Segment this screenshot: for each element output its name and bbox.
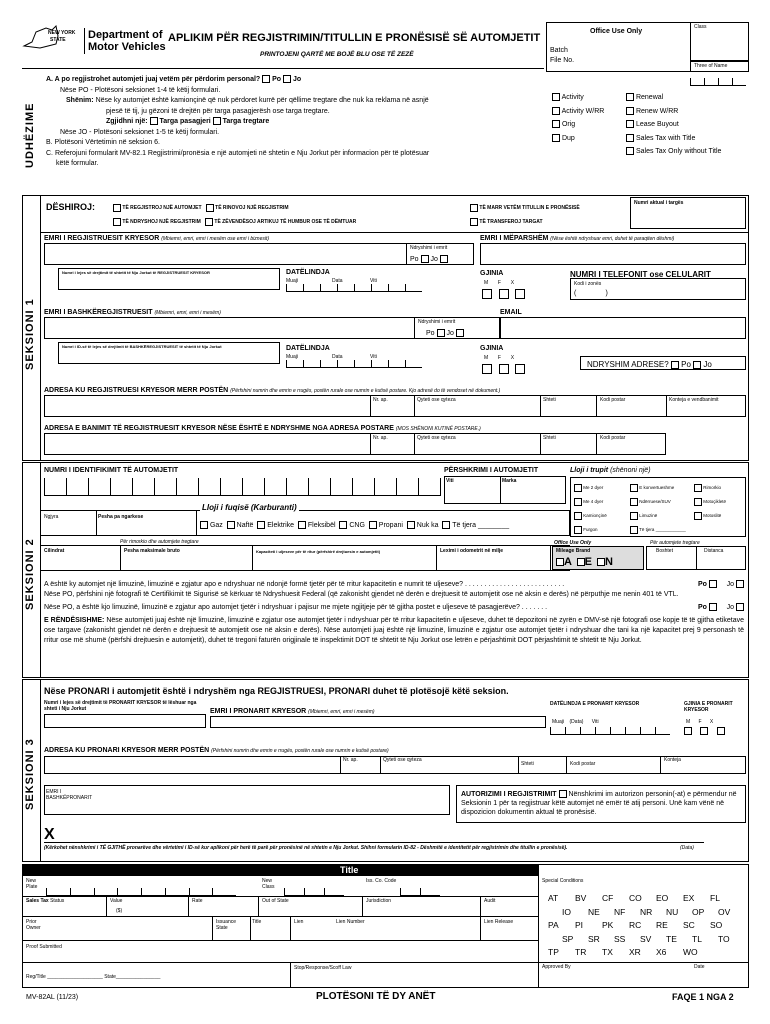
special-code: SP [562, 933, 574, 944]
adresa-post-field[interactable] [44, 395, 746, 417]
mileage-brand-label: Mileage Brand [556, 548, 591, 554]
fuel-propani-checkbox[interactable] [369, 521, 377, 529]
fuel-gaz-checkbox[interactable] [200, 521, 208, 529]
batch-label: Batch [550, 47, 568, 54]
sales-tax-title-checkbox[interactable] [626, 134, 634, 142]
special-code: PA [548, 920, 559, 930]
special-conditions-label: Special Conditions [542, 878, 584, 884]
pesha-bruto-label: Pesha maksimale bruto [124, 548, 180, 554]
special-code: IO [562, 906, 571, 917]
approved-by-label: Approved By [542, 964, 571, 970]
special-code: CF [602, 893, 614, 903]
body-4-dyer-checkbox[interactable] [574, 498, 582, 506]
s3-nr-leje-label: Numri i lejes së drejtimit të PRONARIT KRYESOR të lëshuar nga shteti i Nju Jorkut [44, 700, 197, 712]
s3-datelindja-input[interactable] [550, 727, 670, 735]
dup-checkbox[interactable] [552, 134, 560, 142]
personal-use-po-checkbox[interactable] [262, 75, 270, 83]
kodi-zones-label: Kodi i zonës [574, 281, 602, 287]
special-code: EO [656, 893, 669, 903]
pesha-ngarkese-label: Pesha pa ngarkese [98, 514, 144, 520]
s3-datelindja-label: DATËLINDJA E PRONARIT KRYESOR [550, 701, 640, 707]
dept-line2: Motor Vehicles [88, 41, 166, 53]
special-code: NF [614, 906, 626, 917]
emri-mep-field[interactable] [480, 243, 746, 265]
renewal-checkbox[interactable] [626, 93, 634, 101]
deshiroj-options-right: TË MARR VETËM TITULLIN E PRONËSISË TË TRANSFEROJ TARGAT [470, 201, 580, 229]
autorizimi-box: AUTORIZIMI I REGJISTRIMIT Nënshkrimi im autorizon personin(-at) e përmendur në Seksionin 1 për ta regjistruar këtë automjet në emër të atij personi. Unë kam vënë në dispozicion dokumentin aktual të pronësisë. [456, 785, 746, 823]
class-label: Class [694, 24, 707, 30]
special-code: PK [602, 920, 614, 930]
special-code: SO [710, 920, 723, 930]
section-3-side-label: SEKSIONI 3 [24, 738, 36, 810]
new-plate-label: New Plate [26, 878, 38, 890]
office-activity-list: Activity Activity W/RR Orig Dup [552, 91, 604, 145]
ndryshimi-emrit-label: Ndryshimi i emrit [410, 245, 448, 251]
adresa-post-hint: (Përfshini numrin dhe emrin e rrugës, postën rurale ose numrin e kutisë postare. Kjo adresë do të vendoset në dokument.) [230, 388, 501, 394]
limuzine-questions: A është ky automjet një limuzinë, limuzinë e zgjatur apo e ndryshuar në ndonjë formë tjetër për të rritur kapacitetin e numrit të uljeseve? . . . . . . . . . . . . . . . . . . . . . . . . . . Po Jo Nëse PO, përfshini një fotografi të Certifikimit të Sigurisë së kërkuar të Ndryshuesit Federal (që zakonisht gjendet në derën e drejtuesit të automjetit ose në aksin e derës) në përputhje me nenin 401 të VTL. Nëse PO, a është kjo limuzinë, limuzinë e zgjatur apo automjet tjetër i ndryshuar i pajisur me mjete ngjitjeje për të gjitha postet e uljeseve të pasagjerëve? . . . . . . . Po Jo E RËNDËSISHME: Nëse automjeti juaj është një limuzinë, limuzinë e zgjatur ose automjet tjetër i ndryshuar për të rritur kapacitetin e uljeseve, duhet të depozitoni në zyrën e DMV-së një fotografi ose kopje të të gjitha etiketave ose targave (zakonisht gjendet në derën e drejtuesit të automjetit ose në aksin e derës). Nëse automjeti juaj është një limuzinë, limuzinë e zgjatur ose automjet tjetër i ndryshuar dhe tani ka një kapacitet prej 9 personash të rritur ose më shumë (përfshi drejtuesin e automjetit), duhet të tregoni faturën origjinale të inspektimit DOT të shtetit të Nju Jorkut ose letrën e përjashtimit DOT përjashtimit të shtetit të Nju Jorkut. [44, 581, 744, 644]
s3-emri-bashk-field[interactable] [44, 785, 450, 815]
special-code: TE [666, 933, 677, 944]
office-use-title: Office Use Only [590, 28, 643, 35]
distanca-label: Distanca [704, 548, 724, 554]
office-only-s2: Office Use Only [554, 540, 592, 546]
special-code: NE [588, 906, 600, 917]
leximi-label: Leximi i odometrit në milje [440, 548, 504, 554]
mileage-e-checkbox[interactable] [577, 558, 585, 566]
q2-po-checkbox[interactable] [709, 603, 717, 611]
special-codes-row [548, 946, 744, 960]
section-2-side-label: SEKSIONI 2 [24, 538, 36, 610]
zevendesoj-checkbox[interactable] [205, 218, 213, 226]
fuel-nafte-checkbox[interactable] [227, 521, 235, 529]
special-code: PI [575, 920, 584, 930]
special-codes-row [548, 892, 744, 906]
logo-line1: NEW YORK [48, 30, 76, 36]
prior-owner-label: Prior Owner [26, 919, 41, 931]
special-code: TR [575, 947, 587, 957]
body-motoslite-checkbox[interactable] [694, 512, 702, 520]
proof-submitted-label: Proof Submitted [26, 944, 62, 950]
special-code: RC [629, 920, 642, 930]
cilindrat-label: Cilindrat [44, 548, 65, 554]
special-code: NU [666, 906, 679, 917]
fuel-nuk-ka-checkbox[interactable] [407, 521, 415, 529]
s3-nr-leje-field[interactable] [44, 714, 206, 728]
three-of-name-label: Three of Name [694, 63, 728, 69]
iss-co-code-label: Iss. Co. Code [366, 878, 397, 884]
body-type-options: Me 2 dyer E konvertueshme Rimorkio Me 4 dyer Ndërruese/SUV Motoçikletë Kamionçinë Limuzinë Motoslitë Furgon Të tjera ____________ [574, 481, 744, 537]
special-code: RE [656, 920, 668, 930]
s3-gjinia-f-checkbox[interactable] [700, 727, 708, 735]
form-title: APLIKIM PËR REGJISTRIMIN/TITULLIN E PRONËSISË SË AUTOMJETIT [168, 32, 541, 44]
s3-emri-bashk-label: EMRI I BASHKËPRONARIT [46, 789, 93, 801]
adresa-banimit-hint: (MOS SHËNONI KUTINË POSTARE.) [395, 426, 481, 432]
rinovoj-checkbox[interactable] [206, 204, 214, 212]
special-code: FL [710, 893, 720, 903]
datelindja-input[interactable] [286, 284, 422, 292]
ndryshimi-b-jo-checkbox[interactable] [456, 329, 464, 337]
body-konvertueshme-checkbox[interactable] [630, 484, 638, 492]
orig-checkbox[interactable] [552, 120, 560, 128]
section-1-side-label: SEKSIONI 1 [24, 298, 36, 370]
telefoni-label: NUMRI I TELEFONIT ose CELULARIT [570, 270, 711, 279]
q1-po-checkbox[interactable] [709, 580, 717, 588]
signature-x: X [44, 826, 55, 843]
pershkrimi-label: PËRSHKRIMI I AUTOMJETIT [444, 467, 539, 474]
datelindja-label: DATËLINDJA [286, 269, 330, 276]
personal-use-jo-checkbox[interactable] [283, 75, 291, 83]
gjinia-x-checkbox[interactable] [515, 289, 525, 299]
body-motocikleta-checkbox[interactable] [694, 498, 702, 506]
ndryshimi-po-checkbox[interactable] [421, 255, 429, 263]
special-code: TP [548, 947, 559, 957]
special-code: TX [602, 947, 613, 957]
ndryshimi-b-po-checkbox[interactable] [437, 329, 445, 337]
office-renewal-list: Renewal Renew W/RR Lease Buyout Sales Tax with Title Sales Tax Only without Title [626, 91, 721, 159]
footer-center: PLOTËSONI TË DY ANËT [316, 991, 436, 1002]
adresa-banimit-label: ADRESA E BANIMIT TË REGJISTRUESIT KRYESOR NËSE ËSHTË E NDRYSHME NGA ADRESA POSTARE [44, 425, 394, 432]
stop-response-label: Stop/Response/Scoff Law [294, 965, 352, 971]
ndryshoj-checkbox[interactable] [113, 218, 121, 226]
signature-note: (Kërkohet nënshkrimi i TË GJITHË pronarëve dhe vërtetimi i ID-së kur aplikoni për herë të parë për pronësinë në shtetin e Nju Jorkut. Shihni formularin ID-82 - Dëshmitë e identitetit për regjistrimin dhe titullin e pronësisë). [44, 845, 568, 851]
s3-gjinia-label: GJINIA E PRONARIT KRYESOR [684, 701, 733, 713]
rimorkio-label: Për rimorkio dhe automjete tregtare [120, 539, 199, 545]
num-targes-label: Numri aktual i targës [634, 200, 684, 206]
form-number: MV-82AL (11/23) [26, 994, 79, 1001]
adrese-jo-checkbox[interactable] [693, 361, 701, 369]
fuel-elektrike-checkbox[interactable] [257, 521, 265, 529]
special-code: SV [640, 933, 652, 944]
special-code: TO [718, 933, 730, 944]
special-code: SR [588, 933, 600, 944]
regjistroj-checkbox[interactable] [113, 204, 121, 212]
q2-jo-checkbox[interactable] [736, 603, 744, 611]
vin-label: NUMRI I IDENTIFIKIMIT TË AUTOMJETIT [44, 467, 179, 474]
special-code: NR [640, 906, 653, 917]
special-code: SC [683, 920, 695, 930]
gjinia-b-m-checkbox[interactable] [482, 364, 492, 374]
datelindja-b-input[interactable] [286, 360, 422, 368]
body-furgon-checkbox[interactable] [574, 526, 582, 534]
nr-leje-label: Numri i lejes së drejtimit të shtetit të Nju Jorkut të REGJISTRUESIT KRYESOR [62, 270, 210, 275]
datelindja-fields: Muaji [286, 278, 298, 284]
mileage-n-checkbox[interactable] [597, 558, 605, 566]
special-codes-row [548, 906, 744, 920]
special-code: BV [575, 893, 587, 903]
lease-buyout-checkbox[interactable] [626, 120, 634, 128]
signature-line[interactable] [44, 842, 704, 843]
fuel-cng-checkbox[interactable] [339, 521, 347, 529]
body-suv-checkbox[interactable] [630, 498, 638, 506]
special-code: CO [629, 893, 642, 903]
transferoj-targat-checkbox[interactable] [470, 218, 478, 226]
email-label: EMAIL [500, 309, 522, 316]
mileage-a-checkbox[interactable] [556, 558, 564, 566]
targa-tregtare-checkbox[interactable] [213, 117, 221, 125]
special-code: SS [614, 933, 626, 944]
gjinia-f-checkbox[interactable] [499, 289, 509, 299]
gjinia-b-f-checkbox[interactable] [499, 364, 509, 374]
reg-title-label: Reg/Title ____________________ State________________ [26, 974, 161, 980]
emri-reg-label: EMRI I REGJISTRUESIT KRYESOR [44, 235, 160, 242]
instructions-side-label: UDHËZIME [24, 102, 36, 168]
s3-gjinia-x-checkbox[interactable] [717, 727, 725, 735]
marr-titullin-checkbox[interactable] [470, 204, 478, 212]
ngjyra-label: Ngjyra [44, 514, 59, 520]
s3-emri-field[interactable] [210, 716, 546, 728]
lloji-trupit-label: Lloji i trupit [570, 467, 609, 474]
file-no-label: File No. [550, 57, 575, 64]
special-code: TL [692, 933, 702, 944]
approved-date-label: Date [694, 964, 705, 970]
adresa-banimit-field[interactable] [44, 433, 666, 455]
ndryshimi-jo-checkbox[interactable] [440, 255, 448, 263]
form-subtitle: PRINTOJENI QARTË ME BOJË BLU OSE TË ZEZË [260, 51, 414, 58]
karburanti-label: Lloji i fuqisë (Karburanti) [202, 503, 297, 512]
renew-wrr-checkbox[interactable] [626, 107, 634, 115]
instructions-block: A. A po regjistrohet automjeti juaj vetëm për përdorim personal? Po Jo Nëse PO - Plotësoni seksionet 1-4 të këtij formulari. Shënim: Nëse ky automjet është kamionçinë që nuk përdoret kurrë për qëllime tregtare dhe nuk ka reklama në asnjë pjesë të tij, ju gëzoni të drejtën për targa pasagjerësh ose targa tregtare. Zgjidhni një: Targa pasagjeri Targa tregtare Nëse JO - Plotësoni seksionet 1-5 të këtij formulari. B. Plotësoni Vërtetimin në seksion 6. C. Referojuni formularit MV-82.1 Regjistrimi/pronësia e një automjeti në shtetin e Nju Jorkut për informacion për të plotësuar këtë formular. [46, 76, 430, 167]
special-code: WO [683, 947, 698, 957]
gjinia-label: GJINIA [480, 270, 504, 277]
special-code: AT [548, 893, 559, 903]
body-te-tjera-checkbox[interactable] [630, 526, 638, 534]
vin-input[interactable] [44, 478, 441, 496]
special-codes-row [548, 933, 744, 947]
special-codes [548, 892, 744, 960]
ndryshim-adrese-box: NDRYSHIM ADRESE? Po Jo [580, 356, 746, 370]
adrese-po-checkbox[interactable] [671, 361, 679, 369]
per-auto-treg-label: Për automjete tregtare [650, 540, 700, 546]
deshiroj-options: TË REGJISTROJ NJË AUTOMJET TË RINOVOJ NJË REGJISTRIM TË NDRYSHOJ NJË REGJISTRIM TË ZËVENDËSOJ ARTIKUJ TË HUMBUR OSE TË DËMTUAR [113, 201, 356, 229]
activity-wrr-checkbox[interactable] [552, 107, 560, 115]
emri-bashk-hint: (Mbiemri, emri, emri i mesëm) [154, 310, 221, 316]
sales-tax-only-checkbox[interactable] [626, 147, 634, 155]
signature-date-label: (Data) [680, 845, 694, 851]
targa-pasagjeri-checkbox[interactable] [150, 117, 158, 125]
q1-jo-checkbox[interactable] [736, 580, 744, 588]
s3-gjinia-m-checkbox[interactable] [684, 727, 692, 735]
s3-emri-label: EMRI I PRONARIT KRYESOR [210, 708, 307, 715]
activity-checkbox[interactable] [552, 93, 560, 101]
body-2-dyer-checkbox[interactable] [574, 484, 582, 492]
body-kamioncine-checkbox[interactable] [574, 512, 582, 520]
nr-leje-b-label: Numri i ID-së të lejes së drejtimit të BASHKËREGJISTRUESIT të shtetit të Nju Jorkut [62, 344, 222, 349]
dept-line1: Department of [88, 29, 163, 41]
fuel-options: Gaz Naftë Elektrike Fleksibël CNG Propani Nuk ka Të tjera ________ [200, 521, 509, 529]
special-code: EX [683, 893, 695, 903]
special-code: X6 [656, 947, 667, 957]
emri-bashk-label: EMRI I BASHKËREGJISTRUESIT [44, 309, 153, 316]
kapaciteti-label: Kapaciteti i uljeseve për të ritur (përfshirë drejtuesin e automjetit) [256, 549, 381, 554]
boshtet-label: Boshtet [656, 548, 673, 554]
new-class-label: New Class [262, 878, 275, 890]
deshiroj-label: DËSHIROJ: [46, 202, 96, 212]
s3-adresa-label: ADRESA KU PRONARI KRYESOR MERR POSTËN [44, 747, 210, 754]
gjinia-b-x-checkbox[interactable] [515, 364, 525, 374]
adresa-post-label: ADRESA KU REGJISTRUESI KRYESOR MERR POSTËN [44, 387, 229, 394]
logo-line2: STATE [50, 37, 66, 43]
special-code: OV [718, 906, 731, 917]
email-field[interactable] [500, 317, 746, 339]
special-codes-row [548, 919, 744, 933]
page-number: FAQE 1 NGA 2 [672, 992, 734, 1002]
emri-mep-label: EMRI I MËPARSHËM [480, 235, 549, 242]
office-bottom-title: Title [340, 865, 359, 875]
body-rimorkio-checkbox[interactable] [694, 484, 702, 492]
autorizimi-checkbox[interactable] [559, 790, 567, 798]
emri-reg-hint: (Mbiemri, emri, emri i mesëm ose emri i biznesit) [161, 236, 270, 242]
fuel-te-tjera-checkbox[interactable] [442, 521, 450, 529]
s3-header: Nëse PRONARI i automjetit është i ndryshëm nga REGJISTRUESI, PRONARI duhet të plotësojë këtë seksion. [44, 686, 509, 696]
fuel-fleksibel-checkbox[interactable] [298, 521, 306, 529]
special-code: OP [692, 906, 705, 917]
emri-mep-hint: (Nëse është ndryshuar emri, duhet të paraqiten dëshmi) [550, 236, 675, 242]
body-limuzine-checkbox[interactable] [630, 512, 638, 520]
special-code: XR [629, 947, 641, 957]
gjinia-m-checkbox[interactable] [482, 289, 492, 299]
